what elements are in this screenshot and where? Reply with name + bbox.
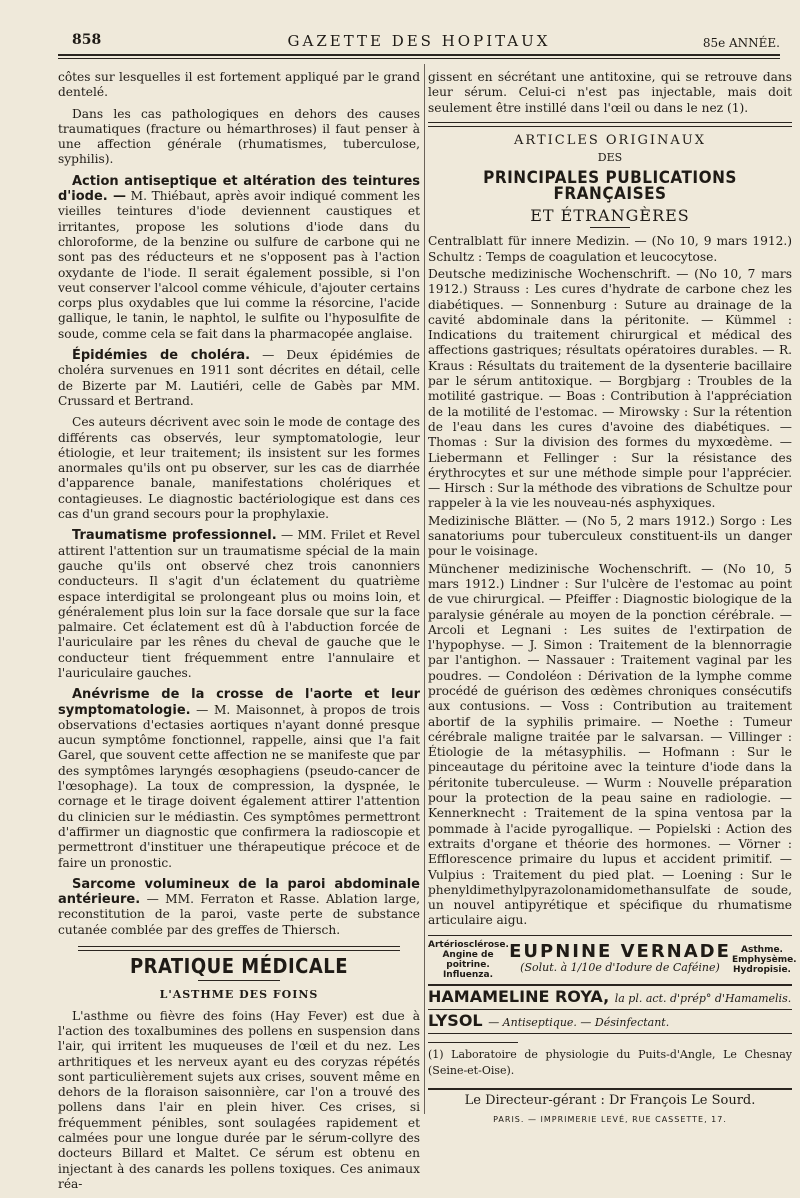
paragraph: L'asthme ou fièvre des foins (Hay Fever) est due à l'action des toxalbumines des pollens en suspension dans l'air, qui irritent les muqueuses de l'œil et du nez. Les arthritiques et les nerveux ayant eu des coryzas répétés sont particulièrement sujets aux crises, souvent même en dehors de la floraison saisonnière, car l'on a trouvé des pollens dans l'air en plein hiver. Ces crises, si fréquemment pénibles, sont soulagées rapidement et calmées pour une longue durée par le sérum-collyre des docteurs Billard et Maltet. Ce sérum est obtenu en injectant à des canards les pollens toxiques. Ces animaux réa-: [58, 1008, 420, 1191]
section-antiseptique: [58, 174, 420, 342]
advertisement-lysol: [428, 1009, 792, 1034]
footnote-rule: [428, 1042, 518, 1043]
journal-title: GAZETTE DES HOPITAUX: [287, 32, 551, 50]
ad-product-desc: (Solut. à 1/10e d'Iodure de Caféine): [520, 960, 720, 974]
right-column: [428, 70, 797, 1128]
section-sarcome: [58, 877, 420, 938]
section-heading: Traumatisme professionnel.: [72, 528, 277, 544]
ad-indications-right: Asthme. Emphysème. Hydropisie.: [732, 944, 797, 975]
ad-product-desc: la pl. act. d'prép° d'Hamamelis.: [614, 991, 792, 1005]
paragraph: gissent en sécrétant une antitoxine, qui se retrouve dans leur sérum. Celui-ci n'est pas injectable, mais doit seulement être instillé dans l'œil ou dans le nez (1).: [428, 70, 792, 115]
section-body: M. Thiébaut, après avoir indiqué comment les vieilles teintures d'iode deviennent caustiques et irritantes, propose les solutions d'iode dans du chloroforme, de la benzine ou sulfure de carbone qui ne sont pas des réducteurs et ne s'opposent pas à l'action oxydante de l'iode. Il serait également possible, si l'on veut conserver l'alcool comme véhicule, d'ajouter certains corps plus oxydables que lui comme la résorcine, l'acide gallique, le tanin, le naphtol, le sulfite ou l'hyposulfite de soude, comme cela se fait dans la pharmacopée anglaise.: [58, 189, 420, 341]
paragraph: Dans les cas pathologiques en dehors des causes traumatiques (fracture ou hémarthroses) il faut penser à une affection générale (rhumatismes, tuberculose, syphilis).: [58, 106, 420, 167]
section-anevrisme: [58, 687, 420, 871]
etrangeres-heading: ET ÉTRANGÈRES: [530, 206, 690, 226]
advertisement-eupnine: [428, 935, 797, 985]
pratique-heading: PRATIQUE MÉDICALE: [129, 954, 349, 979]
list-item: Medizinische Blätter. — (No 5, 2 mars 1912.) Sorgo : Les sanatoriums pour tuberculeux constituent-ils un danger pour le voisinage.: [428, 513, 792, 559]
left-column: [58, 70, 420, 1198]
journal-year: 85e ANNÉE.: [702, 36, 780, 50]
articles-des: DES: [597, 151, 623, 165]
section-heading: Épidémies de choléra.: [72, 348, 251, 364]
section-heading: Action antiseptique et altération des teintures d'iode. —: [58, 173, 420, 205]
section-heading: Anévrisme de la crosse de l'aorte et leur symptomatologie.: [58, 687, 420, 718]
ad-product-name: HAMAMELINE ROYA: [428, 986, 604, 1006]
article-title: L'ASTHME DES FOINS: [159, 988, 319, 1002]
section-body: — MM. Frilet et Revel attirent l'attention sur un traumatisme spécial de la main gauche qu'ils ont observé chez trois canonniers conducteurs. Il s'agit d'un éclatement du quatrième espace interdigital se prolongeant plus ou moins loin, et généralement plus loin sur la face dorsale que sur la face palmaire. Cet éclatement est dû à l'abduction forcée de l'auriculaire par les rênes du cheval de gauche que le conducteur tient fréquemment entre l'annulaire et l'auriculaire gauches.: [58, 528, 420, 680]
short-rule: [590, 227, 630, 228]
printer-line: PARIS. — IMPRIMERIE LEVÉ, RUE CASSETTE, 17.: [493, 1115, 727, 1125]
ad-product-name: EUPNINE VERNADE: [509, 941, 731, 963]
section-rule: [198, 980, 280, 981]
page-header: [58, 28, 780, 54]
section-traumatisme: [58, 528, 420, 681]
header-rule: [58, 54, 780, 59]
articles-heading: ARTICLES ORIGINAUX: [514, 132, 706, 148]
list-item: Münchener medizinische Wochenschrift. — (No 10, 5 mars 1912.) Lindner : Sur l'ulcère de l'estomac au point de vue chirurgical. — Pfeiffer : Diagnostic biologique de la paralysie générale au moyen de la ponction cérébrale. — Arcoli et Legnani : Les suites de l'extirpation de l'hypophyse. — J. Simon : Traitement de la blennorragie par l'antighon. — Nassauer : Traitement vaginal par les poudres. — Condoléon : Dérivation de la lymphe comme procédé de guérison des œdèmes chroniques consécutifs aux contusions. — Voss : Contribution au traitement abortif de la syphilis primaire. — Noethe : Tumeur cérébrale maligne traitée par le salvarsan. — Villinger : Étiologie de la métasyphilis. — Hofmann : Sur le pinceautage du péritoine avec la teinture d'iode dans la péritonite tuberculeuse. — Wurm : Nouvelle préparation pour la protection de la peau saine en radiologie. — Kennerknecht : Traitement de la spina ventosa par la pommade à l'acide pyrogallique. — Popielski : Action des extraits d'organe et théorie des hormones. — Vörner : Efflorescence primaire du lupus et accident primitif. — Vulpius : Traitement du pied plat. — Loening : Sur le phenyldimethylpyrazolonamidomethansulfate de soude, un nouvel antipyrétique et spécifique du rhumatisme articulaire aigu.: [428, 561, 792, 928]
section-body: — M. Maisonnet, à propos de trois observations d'ectasies aortiques n'ayant donné presque aucun symptôme fonctionnel, rappelle, ainsi que l'a fait Garel, que souvent cette affection ne se manifeste que par des symptômes laryngés œsophagiens (pseudo-cancer de l'œsophage). La toux de compression, la dyspnée, le cornage et le tirage doivent également attirer l'attention du clinicien sur le médiastin. Ces symptômes permettront d'affirmer un diagnostic que confirmera la radioscopie et permettront d'instituer une thérapeutique précoce et de faire un pronostic.: [58, 702, 420, 870]
footnote: (1) Laboratoire de physiologie du Puits-d'Angle, Le Chesnay (Seine-et-Oise).: [428, 1048, 792, 1077]
section-body: — MM. Ferraton et Rasse. Ablation large, reconstitution de la paroi, vaste perte de substance cutanée comblée par des greffes de Thiersch.: [58, 892, 421, 937]
paragraph: Ces auteurs décrivent avec soin le mode de contage des différents cas observés, leur symptomatologie, leur étiologie, et leur traitement; ils insistent sur les formes anormales qu'ils ont pu observer, sur les cas de diarrhée d'apparence banale, manifestations cholériques et contagieuses. Le diagnostic bactériologique est dans ces cas d'un grand secours pour la prophylaxie.: [58, 415, 420, 522]
list-item: Deutsche medizinische Wochenschrift. — (No 10, 7 mars 1912.) Strauss : Les cures d'hydrate de carbone chez les diabétiques. — Sonnenburg : Suture au drainage de la cavité abdominale dans la péritonite. — Kümmel : Indications du traitement chirurgical et médical des affections gastriques; résultats opératoires durables. — R. Kraus : Résultats du traitement de la dysenterie bacillaire par le sérum antitoxique. — Borgbjarg : Troubles de la motilité gastrique. — Boas : Contribution à l'appréciation de la motilité de l'estomac. — Mirowsky : Sur la rétention de l'eau dans les cures d'avoine des diabétiques. — Thomas : Sur la division des formes du myxœdème. — Liebermann et Fellinger : Sur la résistance des érythrocytes et sur une méthode simple pour l'apprécier. — Hirsch : Sur la méthode des vibrations de Schultze pour rappeler à la vie les nouveau-nés asphyxiques.: [428, 266, 792, 511]
section-body: — Deux épidémies de choléra survenues en 1911 sont décrites en détail, celle de Bizerte par M. Lautiéri, celle de Gabès par MM. Crussard et Bertrand.: [58, 348, 420, 408]
section-rule: [428, 122, 792, 127]
publications-list: [428, 234, 792, 928]
section-heading: Sarcome volumineux de la paroi abdominale antérieure.: [58, 876, 420, 908]
page-number: 858: [72, 32, 102, 48]
column-divider: [424, 64, 425, 1114]
ad-indications: Artériosclérose. Angine de poitrine. Influenza.: [428, 939, 509, 980]
paragraph: côtes sur lesquelles il est fortement appliqué par le grand dentelé.: [58, 70, 420, 100]
publications-heading: PRINCIPALES PUBLICATIONS FRANÇAISES: [483, 168, 737, 204]
list-item: Centralblatt für innere Medizin. — (No 10, 9 mars 1912.) Schultz : Temps de coagulation et leucocytose.: [428, 234, 792, 264]
advertisement-hamameline: HAMAMELINE ROYA, la pl. act. d'prép° d'Hamamelis.: [428, 985, 792, 1009]
ad-product-name: LYSOL: [428, 1011, 483, 1031]
gerant-line: Le Directeur-gérant : Dr François Le Sourd.: [428, 1088, 792, 1108]
ad-product-desc: — Antiseptique. — Désinfectant.: [488, 1016, 670, 1030]
section-cholera: [58, 348, 420, 409]
section-rule: [78, 946, 400, 951]
